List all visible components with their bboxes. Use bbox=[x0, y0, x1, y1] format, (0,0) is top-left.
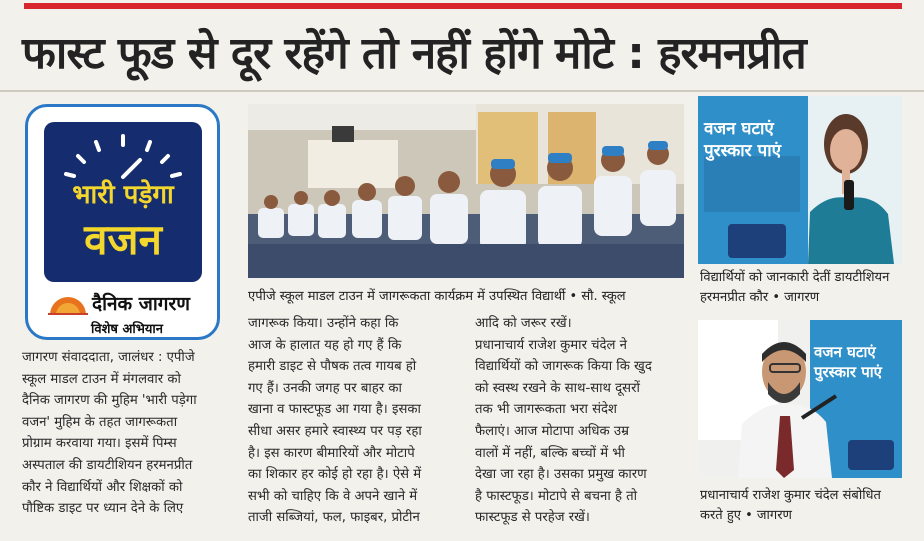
article-line: को स्वस्थ रखने के साथ-साथ दूसरों bbox=[475, 380, 640, 396]
article-line: फैलाएं। आज मोटापा अधिक उम्र bbox=[475, 424, 629, 439]
article-line: तक भी जागरूकता भरा संदेश bbox=[475, 402, 617, 418]
article-line: सीधा असर हमारे स्वास्थ्य पर पड़ रहा bbox=[248, 424, 422, 439]
top-red-rule bbox=[24, 3, 902, 9]
article-line: है। इस कारण बीमारियों और मोटापे bbox=[248, 445, 415, 461]
article-line: वालों में नहीं, बल्कि बच्चों में भी bbox=[475, 445, 625, 461]
article-line: हमारी डाइट से पौषक तत्व गायब हो bbox=[248, 359, 417, 375]
article-line: प्रोग्राम करवाया गया। इसमें पिम्स bbox=[22, 436, 177, 452]
article-line: का शिकार हर कोई हो रहा है। ऐसे में bbox=[248, 467, 422, 483]
article-line: दैनिक जागरण की मुहिम 'भारी पड़ेगा bbox=[22, 393, 197, 409]
article-line: सभी को चाहिए कि वे अपने खाने में bbox=[248, 488, 418, 504]
article-line: विद्यार्थियों को जागरूक किया कि खुद bbox=[475, 359, 652, 375]
campaign-logo bbox=[25, 104, 220, 340]
article-line: जागरूक किया। उन्होंने कहा कि bbox=[248, 316, 399, 331]
article-column-2 bbox=[248, 313, 460, 537]
article-column-1 bbox=[22, 347, 234, 537]
logo-badge bbox=[44, 122, 202, 282]
article-line: कौर ने विद्यार्थियों और शिक्षकों को bbox=[22, 479, 183, 495]
brand-row bbox=[48, 293, 208, 315]
article-line: स्कूल माडल टाउन में मंगलवार को bbox=[22, 371, 181, 387]
dietitian-photo bbox=[698, 96, 902, 264]
students-photo bbox=[248, 104, 684, 278]
campaign-label: विशेष अभियान bbox=[90, 322, 164, 337]
article-line: गए हैं। उनकी जगह पर बाहर का bbox=[248, 380, 402, 396]
brand-name: दैनिक जागरण bbox=[92, 293, 190, 315]
article-line: प्रधानाचार्य राजेश कुमार चंदेल ने bbox=[475, 337, 627, 353]
article-line: है फास्टफूड। मोटापे से बचना है तो bbox=[475, 488, 638, 504]
article-line: वजन' मुहिम के तहत जागरूकता bbox=[22, 414, 178, 430]
principal-photo bbox=[698, 320, 902, 478]
article-line: आज के हालात यह हो गए हैं कि bbox=[248, 337, 402, 353]
diet-caption-line-2: हरमनप्रीत कौर • जागरण bbox=[700, 290, 820, 305]
article-line: जागरण संवाददाता, जालंधर : एपीजे bbox=[22, 350, 195, 365]
article-column-3 bbox=[475, 313, 687, 537]
principal-banner-text: वजन घटाएं पुरस्कार पाएं bbox=[814, 343, 882, 381]
article-line: पौष्टिक डाइट पर ध्यान देने के लिए bbox=[22, 501, 184, 517]
headline-divider bbox=[0, 90, 924, 92]
sun-logo-icon bbox=[48, 293, 88, 315]
principal-caption-line-2: करते हुए • जागरण bbox=[700, 508, 792, 523]
article-line: खाना व फास्टफूड आ गया है। इसका bbox=[248, 402, 421, 418]
diet-caption-line-1: विद्यार्थियों को जानकारी देतीं डायटीशियन bbox=[700, 270, 890, 285]
article-line: आदि को जरूर रखें। bbox=[475, 316, 572, 331]
article-line: देखा जा रहा है। उसका प्रमुख कारण bbox=[475, 467, 647, 483]
main-photo-caption: एपीजे स्कूल माडल टाउन में जागरूकता कार्यक्रम में उपस्थित विद्यार्थी • सौ. स्कूल bbox=[248, 289, 626, 304]
diet-banner-text: वजन घटाएं पुरस्कार पाएं bbox=[704, 119, 782, 161]
students-illustration bbox=[248, 104, 684, 278]
page-headline: फास्ट फूड से दूर रहेंगे तो नहीं होंगे मोटे : हरमनप्रीत bbox=[22, 28, 806, 79]
logo-line-2: वजन bbox=[84, 215, 162, 264]
principal-caption-line-1: प्रधानाचार्य राजेश कुमार चंदेल संबोधित bbox=[700, 488, 881, 503]
article-line: ताजी सब्जियां, फल, फाइबर, प्रोटीन bbox=[248, 510, 420, 526]
logo-line-1: भारी पड़ेगा bbox=[72, 180, 174, 210]
article-line: अस्पताल की डायटीशियन हरमनप्रीत bbox=[22, 458, 193, 473]
article-line: फास्टफूड से परहेज रखें। bbox=[475, 510, 590, 526]
